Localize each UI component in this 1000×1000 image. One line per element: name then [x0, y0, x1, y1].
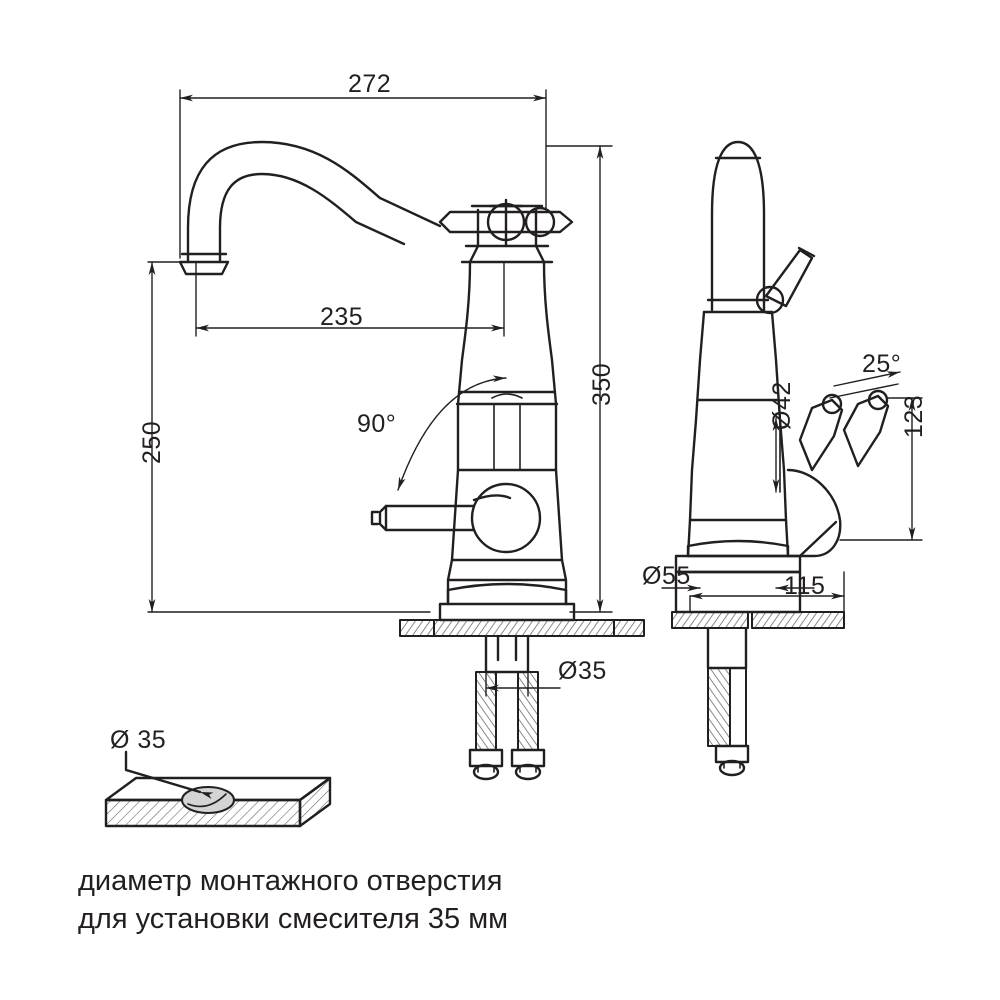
- dim-reach-235: 235: [320, 303, 364, 331]
- dim-body-d42: Ø42: [768, 381, 796, 430]
- countertop-detail: [106, 778, 330, 826]
- front-countertop: [400, 620, 644, 636]
- dim-angle-90: 90°: [357, 410, 397, 438]
- dim-base-d35: Ø35: [558, 657, 607, 685]
- dim-width-272: 272: [348, 70, 392, 98]
- dim-angle-25: 25°: [862, 350, 902, 378]
- dim-handle-123: 123: [900, 394, 928, 438]
- dim-height-350: 350: [588, 362, 616, 406]
- dim-depth-115: 115: [784, 572, 826, 600]
- side-hoses: [708, 628, 748, 775]
- caption-line-1: диаметр монтажного отверстия: [78, 865, 503, 897]
- front-hoses: [470, 636, 544, 779]
- side-view: [676, 142, 888, 572]
- caption-line-2: для установки смесителя 35 мм: [78, 903, 509, 935]
- dim-base-d55: Ø55: [642, 562, 691, 590]
- dim-spout-250: 250: [138, 420, 166, 464]
- front-view: [180, 142, 574, 620]
- caption: [78, 862, 718, 938]
- dim-hole-d35: Ø 35: [110, 726, 167, 754]
